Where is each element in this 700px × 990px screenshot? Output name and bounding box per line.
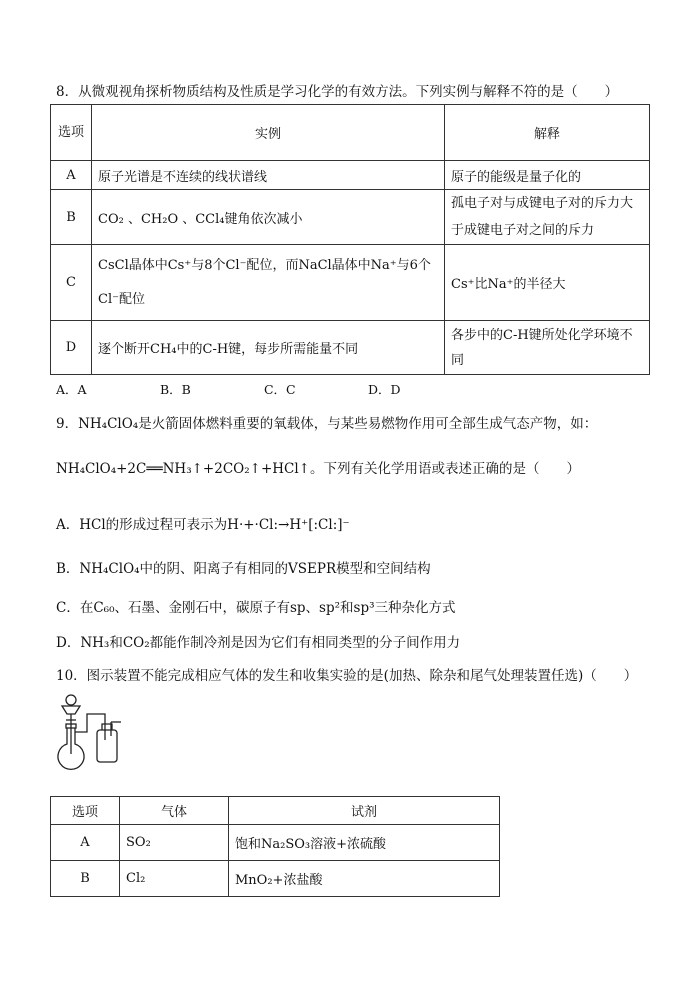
q10-header-gas: 气体 (120, 797, 229, 825)
q8-table (50, 104, 650, 375)
q9-option-c: C．在C₆₀、石墨、金刚石中，碳原子有sp、sp²和sp³三种杂化方式 (56, 600, 456, 616)
q10-header-option: 选项 (51, 797, 120, 825)
q8-options (56, 380, 448, 398)
q10-table (50, 796, 500, 897)
q8-stem: 8．从微观视角探析物质结构及性质是学习化学的有效方法。下列实例与解释不符的是（ ） (56, 84, 619, 100)
table-row: D 逐个断开CH₄中的C-H键，每步所需能量不同 各步中的C-H键所处化学环境不同 (51, 321, 650, 375)
q10-header-row (51, 797, 500, 825)
table-row: C CsCl晶体中Cs⁺与8个Cl⁻配位，而NaCl晶体中Na⁺与6个Cl⁻配位 Cs⁺比Na⁺的半径大 (51, 245, 650, 321)
apparatus-figure (55, 692, 135, 786)
q10-stem: 10．图示装置不能完成相应气体的发生和收集实验的是(加热、除杂和尾气处理装置任选)（ ） (56, 668, 638, 684)
q9-option-d: D．NH₃和CO₂都能作制冷剂是因为它们有相同类型的分子间作用力 (56, 635, 461, 651)
table-row: A SO₂ 饱和Na₂SO₃溶液+浓硫酸 (51, 825, 500, 861)
q9-option-a: A．HCl的形成过程可表示为H·+·Cl:→H⁺[:Cl:]⁻ (56, 517, 350, 533)
table-row: A 原子光谱是不连续的线状谱线 原子的能级是量子化的 (51, 161, 650, 190)
q8-header-example: 实例 (92, 105, 445, 161)
q10-header-reagent: 试剂 (229, 797, 500, 825)
q9-equation: NH₄ClO₄+2C══NH₃↑+2CO₂↑+HCl↑。下列有关化学用语或表述正确的是（ ） (56, 461, 580, 477)
q8-option-b: B．B (159, 382, 191, 397)
q8-header-option: 选项 (51, 105, 92, 161)
q9-option-b: B．NH₄ClO₄中的阴、阳离子有相同的VSEPR模型和空间结构 (56, 561, 431, 577)
q8-option-c: C．C (263, 382, 296, 397)
q8-option-d: D．D (367, 382, 401, 397)
q9-stem: 9．NH₄ClO₄是火箭固体燃料重要的氧载体，与某些易燃物作用可全部生成气态产物，如： (56, 416, 598, 432)
q8-header-row (51, 105, 650, 161)
table-row: B CO₂ 、CH₂O 、CCl₄键角依次减小 孤电子对与成键电子对的斥力大于成键电子对之间的斥力 (51, 190, 650, 245)
q8-header-explain: 解释 (445, 105, 650, 161)
table-row: B Cl₂ MnO₂+浓盐酸 (51, 861, 500, 897)
q8-option-a: A．A (56, 382, 87, 397)
